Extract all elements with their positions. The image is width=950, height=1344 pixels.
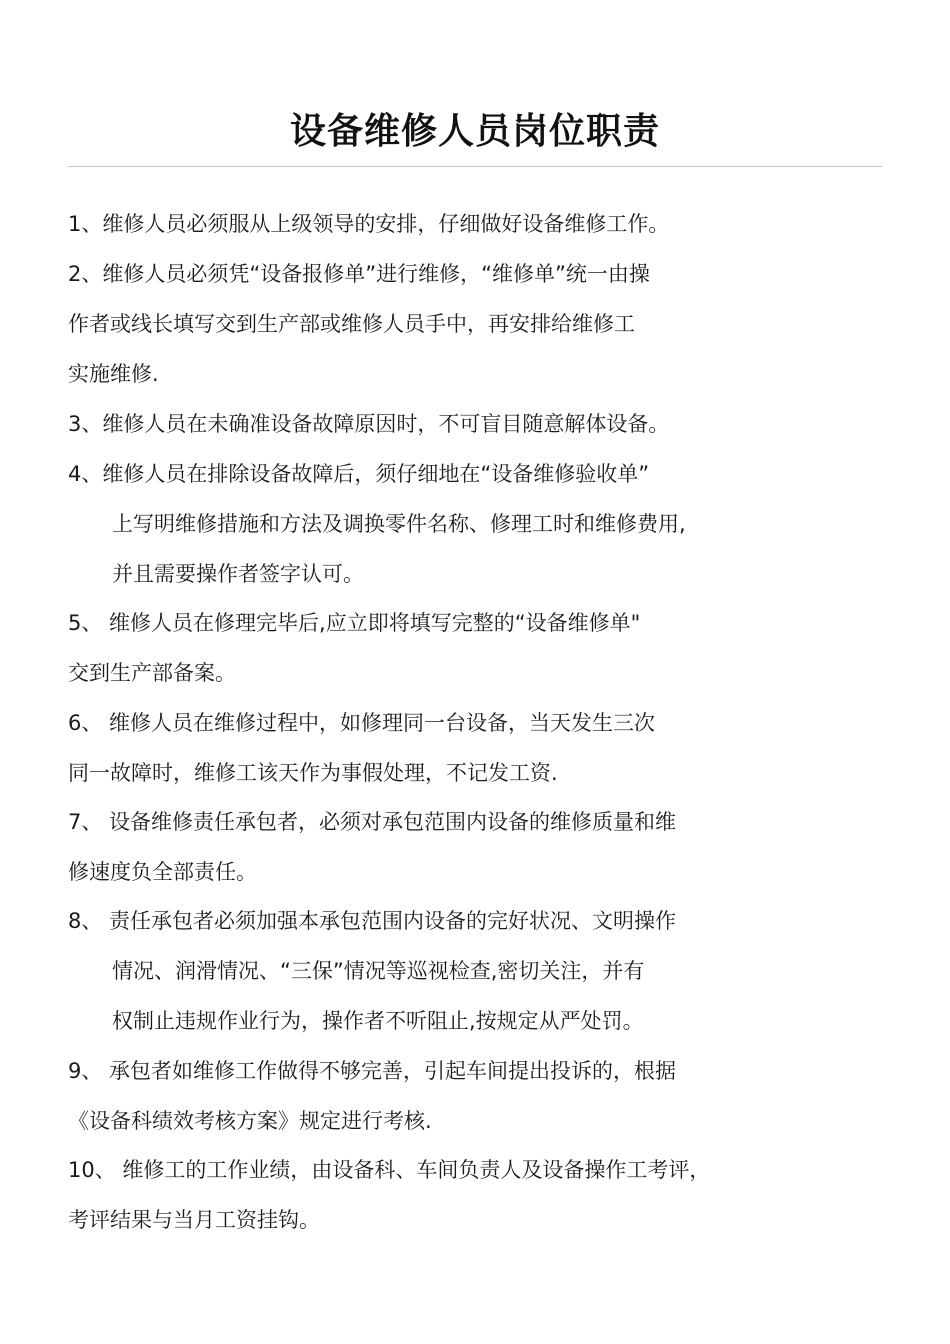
text-line: 7、 设备维修责任承包者，必须对承包范围内设备的维修质量和维 <box>68 810 677 834</box>
text-line: 8、 责任承包者必须加强本承包范围内设备的完好状况、文明操作 <box>68 909 677 933</box>
text-line: 修速度负全部责任。 <box>68 860 257 884</box>
text-line: 10、 维修工的工作业绩，由设备科、车间负责人及设备操作工考评， <box>68 1158 711 1182</box>
text-line: 2、维修人员必须凭“设备报修单”进行维修，“维修单”统一由操 <box>68 262 650 286</box>
text-line: 9、 承包者如维修工作做得不够完善，引起车间提出投诉的，根据 <box>68 1059 677 1083</box>
text-line: 6、 维修人员在维修过程中，如修理同一台设备，当天发生三次 <box>68 711 656 735</box>
text-line: 权制止违规作业行为，操作者不听阻止,按规定从严处罚。 <box>112 1009 644 1033</box>
text-line: 实施维修. <box>68 362 159 386</box>
text-line: 并且需要操作者签字认可。 <box>112 562 364 586</box>
text-line: 1、维修人员必须服从上级领导的安排，仔细做好设备维修工作。 <box>68 212 670 236</box>
text-line: 4、维修人员在排除设备故障后，须仔细地在“设备维修验收单” <box>68 462 650 486</box>
document-title: 设备维修人员岗位职责 <box>289 111 660 152</box>
text-line: 上写明维修措施和方法及调换零件名称、修理工时和维修费用, <box>112 512 686 536</box>
text-line: 考评结果与当月工资挂钩。 <box>68 1208 320 1232</box>
text-line: 5、 维修人员在修理完毕后,应立即将填写完整的“设备维修单" <box>68 611 641 635</box>
text-line: 3、维修人员在未确准设备故障原因时，不可盲目随意解体设备。 <box>68 412 670 436</box>
text-line: 情况、润滑情况、“三保”情况等巡视检查,密切关注，并有 <box>112 959 645 983</box>
text-line: 同一故障时，维修工该天作为事假处理，不记发工资. <box>68 761 558 785</box>
text-line: 交到生产部备案。 <box>68 661 236 685</box>
title-divider <box>68 166 882 167</box>
text-line: 《设备科绩效考核方案》规定进行考核. <box>68 1109 432 1133</box>
text-line: 作者或线长填写交到生产部或维修人员手中，再安排给维修工 <box>68 312 635 336</box>
